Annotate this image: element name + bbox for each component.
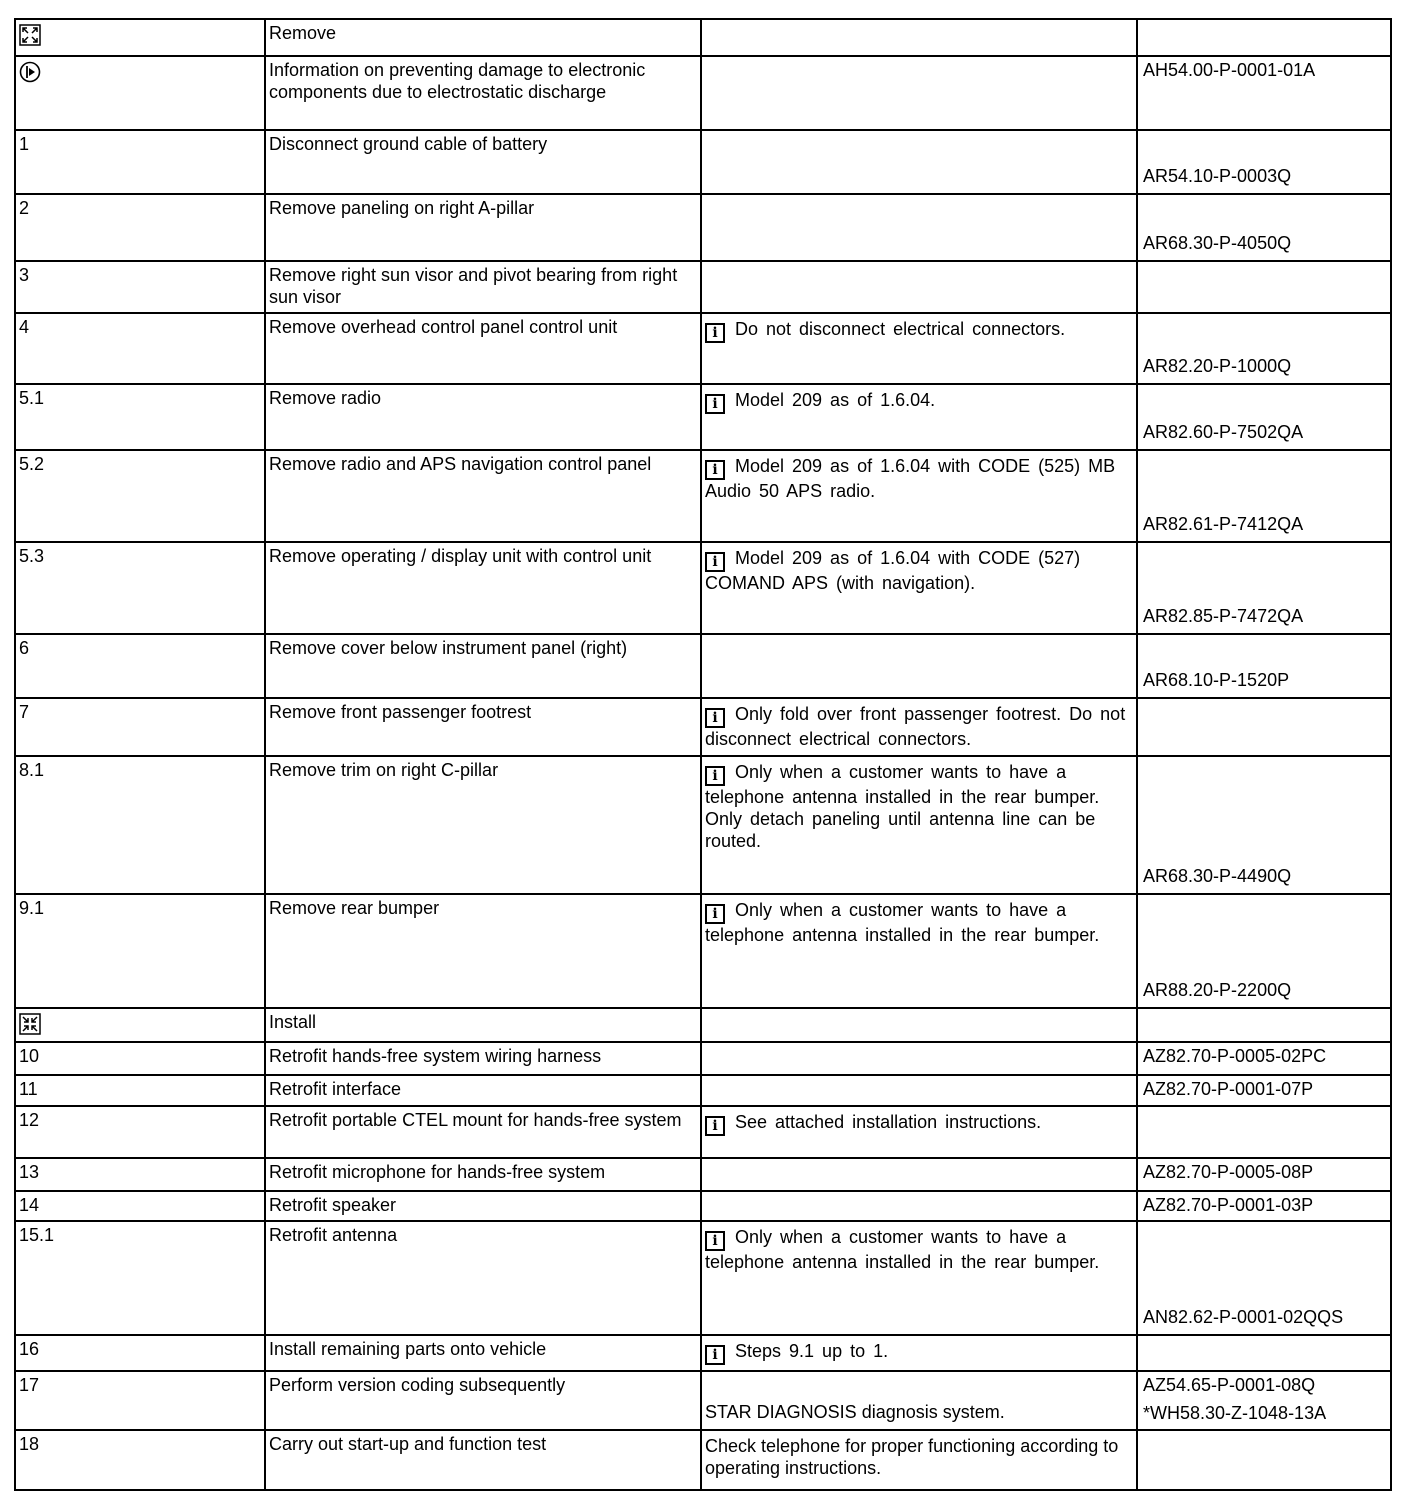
step-number: 5.1 (19, 388, 45, 408)
action-text: Remove radio (269, 388, 382, 408)
note-text: Only when a customer wants to have a telephone antenna installed in the rear bumper. (705, 1227, 1100, 1272)
action-text: Retrofit hands-free system wiring harness (269, 1046, 602, 1066)
step-cell (15, 1371, 265, 1430)
note-cell (701, 1430, 1137, 1490)
step-cell (15, 1221, 265, 1335)
step-number: 5.3 (19, 546, 45, 566)
step-number: 4 (19, 317, 30, 337)
reference-cell (1137, 194, 1391, 261)
reference-link[interactable]: AR68.30-P-4490Q (1143, 866, 1292, 886)
step-cell (15, 1158, 265, 1191)
step-row (15, 1191, 1391, 1221)
step-number: 12 (19, 1110, 40, 1130)
action-cell (265, 634, 701, 698)
step-row (15, 1042, 1391, 1075)
action-cell (265, 56, 701, 130)
step-row (15, 56, 1391, 130)
step-row (15, 261, 1391, 313)
step-cell (15, 894, 265, 1008)
reference-link[interactable]: AN82.62-P-0001-02QQS (1143, 1307, 1344, 1327)
action-cell (265, 313, 701, 384)
info-icon: i (705, 904, 725, 924)
step-cell (15, 756, 265, 894)
action-text: Carry out start-up and function test (269, 1434, 547, 1454)
note-cell (701, 1008, 1137, 1042)
reference-cell (1137, 384, 1391, 450)
note-cell (701, 634, 1137, 698)
step-number: 18 (19, 1434, 40, 1454)
reference-link[interactable]: AR82.61-P-7412QA (1143, 514, 1304, 534)
reference-link[interactable]: AZ82.70-P-0001-07P (1143, 1079, 1314, 1099)
reference-cell (1137, 1371, 1391, 1430)
note-text: Only fold over front passenger footrest. Do not disconnect electrical connectors. (705, 704, 1126, 749)
note-cell (701, 542, 1137, 634)
note-cell (701, 1042, 1137, 1075)
reference-link[interactable]: AR54.10-P-0003Q (1143, 166, 1292, 186)
step-row (15, 756, 1391, 894)
step-row (15, 130, 1391, 194)
action-text: Disconnect ground cable of battery (269, 134, 548, 154)
action-cell (265, 1371, 701, 1430)
reference-link[interactable]: AR82.60-P-7502QA (1143, 422, 1304, 442)
note-cell (701, 384, 1137, 450)
note-text: See attached installation instructions. (735, 1112, 1042, 1132)
step-row (15, 634, 1391, 698)
action-cell (265, 1191, 701, 1221)
step-number: 11 (19, 1079, 38, 1099)
note-cell (701, 1158, 1137, 1191)
reference-cell (1137, 1042, 1391, 1075)
esd-warning-icon (19, 61, 41, 83)
install-arrows-icon (19, 1013, 41, 1035)
reference-cell (1137, 1221, 1391, 1335)
info-icon: i (705, 1231, 725, 1251)
step-cell (15, 698, 265, 756)
note-cell (701, 698, 1137, 756)
section-header-row (15, 1008, 1391, 1042)
reference-link[interactable]: AZ54.65-P-0001-08Q (1143, 1375, 1316, 1395)
procedure-table (14, 18, 1392, 1491)
step-row (15, 1075, 1391, 1106)
step-cell (15, 1075, 265, 1106)
info-icon: i (705, 766, 725, 786)
action-cell (265, 194, 701, 261)
section-header-row (15, 19, 1391, 56)
step-number: 9.1 (19, 898, 45, 918)
reference-cell (1137, 313, 1391, 384)
action-text: Install (269, 1012, 317, 1032)
note-text: Model 209 as of 1.6.04 with CODE (527) COMAND APS (with navigation). (705, 548, 1081, 593)
step-number: 17 (19, 1375, 40, 1395)
step-cell (15, 56, 265, 130)
reference-cell (1137, 261, 1391, 313)
action-text: Perform version coding subsequently (269, 1375, 566, 1395)
action-text: Retrofit antenna (269, 1225, 398, 1245)
step-number: 7 (19, 702, 30, 722)
step-cell (15, 19, 265, 56)
action-cell (265, 1106, 701, 1158)
note-cell (701, 261, 1137, 313)
action-cell (265, 1075, 701, 1106)
step-cell (15, 1335, 265, 1371)
step-number: 3 (19, 265, 30, 285)
step-cell (15, 450, 265, 542)
note-cell (701, 130, 1137, 194)
action-cell (265, 756, 701, 894)
step-number: 6 (19, 638, 30, 658)
action-text: Remove front passenger footrest (269, 702, 532, 722)
note-text: Steps 9.1 up to 1. (735, 1341, 889, 1361)
note-cell (701, 1191, 1137, 1221)
action-cell (265, 894, 701, 1008)
step-row (15, 313, 1391, 384)
info-icon: i (705, 323, 725, 343)
step-number: 8.1 (19, 760, 45, 780)
step-cell (15, 1430, 265, 1490)
action-cell (265, 1008, 701, 1042)
reference-cell (1137, 756, 1391, 894)
reference-cell (1137, 1106, 1391, 1158)
note-text: STAR DIAGNOSIS diagnosis system. (705, 1402, 1005, 1422)
reference-cell (1137, 450, 1391, 542)
step-row (15, 1430, 1391, 1490)
note-cell (701, 56, 1137, 130)
step-row (15, 698, 1391, 756)
step-cell (15, 1042, 265, 1075)
action-cell (265, 542, 701, 634)
info-icon: i (705, 708, 725, 728)
action-text: Remove operating / display unit with control unit (269, 546, 652, 566)
step-number: 2 (19, 198, 30, 218)
action-cell (265, 1430, 701, 1490)
info-icon: i (705, 460, 725, 480)
step-cell (15, 194, 265, 261)
note-text: Do not disconnect electrical connectors. (735, 319, 1066, 339)
action-text: Remove rear bumper (269, 898, 440, 918)
note-text: Check telephone for proper functioning according to operating instructions. (705, 1436, 1119, 1478)
reference-link[interactable]: AZ82.70-P-0005-08P (1143, 1162, 1314, 1182)
reference-cell (1137, 19, 1391, 56)
step-row (15, 894, 1391, 1008)
note-cell (701, 756, 1137, 894)
action-text: Remove right sun visor and pivot bearing from right sun visor (269, 265, 678, 307)
reference-cell (1137, 1335, 1391, 1371)
reference-cell (1137, 56, 1391, 130)
reference-link[interactable]: AH54.00-P-0001-01A (1143, 60, 1316, 80)
reference-cell (1137, 698, 1391, 756)
step-number: 5.2 (19, 454, 45, 474)
reference-cell (1137, 894, 1391, 1008)
reference-cell (1137, 130, 1391, 194)
action-text: Remove cover below instrument panel (right) (269, 638, 628, 658)
step-cell (15, 1008, 265, 1042)
reference-link[interactable]: AR88.20-P-2200Q (1143, 980, 1292, 1000)
action-text: Retrofit interface (269, 1079, 402, 1099)
note-text: Model 209 as of 1.6.04. (735, 390, 936, 410)
action-text: Retrofit microphone for hands-free system (269, 1162, 606, 1182)
note-cell (701, 1371, 1137, 1430)
reference-cell (1137, 1158, 1391, 1191)
reference-cell (1137, 634, 1391, 698)
info-icon: i (705, 1116, 725, 1136)
step-row (15, 450, 1391, 542)
action-text: Install remaining parts onto vehicle (269, 1339, 547, 1359)
reference-link[interactable]: AR82.85-P-7472QA (1143, 606, 1304, 626)
step-number: 1 (19, 134, 30, 154)
note-text: Model 209 as of 1.6.04 with CODE (525) MB Audio 50 APS radio. (705, 456, 1116, 501)
step-cell (15, 130, 265, 194)
step-number: 16 (19, 1339, 40, 1359)
reference-cell (1137, 1191, 1391, 1221)
note-cell (701, 19, 1137, 56)
action-cell (265, 450, 701, 542)
step-row (15, 542, 1391, 634)
action-text: Remove (269, 23, 337, 43)
reference-link[interactable]: AR68.30-P-4050Q (1143, 233, 1292, 253)
action-cell (265, 1042, 701, 1075)
reference-cell (1137, 1075, 1391, 1106)
action-text: Retrofit portable CTEL mount for hands-free system (269, 1110, 682, 1130)
action-text: Remove paneling on right A-pillar (269, 198, 535, 218)
step-cell (15, 261, 265, 313)
action-text: Remove trim on right C-pillar (269, 760, 499, 780)
step-number: 14 (19, 1195, 40, 1215)
step-number: 15.1 (19, 1225, 55, 1245)
step-row (15, 194, 1391, 261)
step-cell (15, 384, 265, 450)
action-cell (265, 1335, 701, 1371)
note-cell (701, 313, 1137, 384)
note-cell (701, 1335, 1137, 1371)
note-cell (701, 894, 1137, 1008)
step-number: 10 (19, 1046, 40, 1066)
note-text: Only when a customer wants to have a telephone antenna installed in the rear bumper. (705, 900, 1100, 945)
step-row (15, 1106, 1391, 1158)
action-cell (265, 384, 701, 450)
step-row (15, 1371, 1391, 1430)
reference-cell (1137, 542, 1391, 634)
note-cell (701, 194, 1137, 261)
note-cell (701, 1106, 1137, 1158)
action-cell (265, 130, 701, 194)
info-icon: i (705, 552, 725, 572)
action-text: Information on preventing damage to electronic components due to electrostatic discharge (269, 60, 646, 102)
reference-cell (1137, 1008, 1391, 1042)
action-cell (265, 1221, 701, 1335)
action-cell (265, 1158, 701, 1191)
step-row (15, 1221, 1391, 1335)
action-cell (265, 19, 701, 56)
step-cell (15, 313, 265, 384)
note-text: Only when a customer wants to have a telephone antenna installed in the rear bumper. Only detach paneling until antenna line can be routed. (705, 762, 1100, 851)
info-icon: i (705, 1345, 725, 1365)
reference-link[interactable]: AZ82.70-P-0005-02PC (1143, 1046, 1327, 1066)
step-row (15, 1335, 1391, 1371)
reference-link[interactable]: AR82.20-P-1000Q (1143, 356, 1292, 376)
action-text: Remove radio and APS navigation control panel (269, 454, 652, 474)
step-cell (15, 1106, 265, 1158)
action-text: Retrofit speaker (269, 1195, 397, 1215)
note-cell (701, 1221, 1137, 1335)
step-cell (15, 542, 265, 634)
step-cell (15, 634, 265, 698)
reference-link[interactable]: *WH58.30-Z-1048-13A (1143, 1403, 1327, 1423)
action-text: Remove overhead control panel control unit (269, 317, 618, 337)
reference-link[interactable]: AR68.10-P-1520P (1143, 670, 1290, 690)
step-row (15, 1158, 1391, 1191)
reference-link[interactable]: AZ82.70-P-0001-03P (1143, 1195, 1314, 1215)
note-cell (701, 450, 1137, 542)
reference-cell (1137, 1430, 1391, 1490)
remove-arrows-icon (19, 24, 41, 46)
info-icon: i (705, 394, 725, 414)
note-cell (701, 1075, 1137, 1106)
step-cell (15, 1191, 265, 1221)
action-cell (265, 261, 701, 313)
step-number: 13 (19, 1162, 40, 1182)
step-row (15, 384, 1391, 450)
action-cell (265, 698, 701, 756)
